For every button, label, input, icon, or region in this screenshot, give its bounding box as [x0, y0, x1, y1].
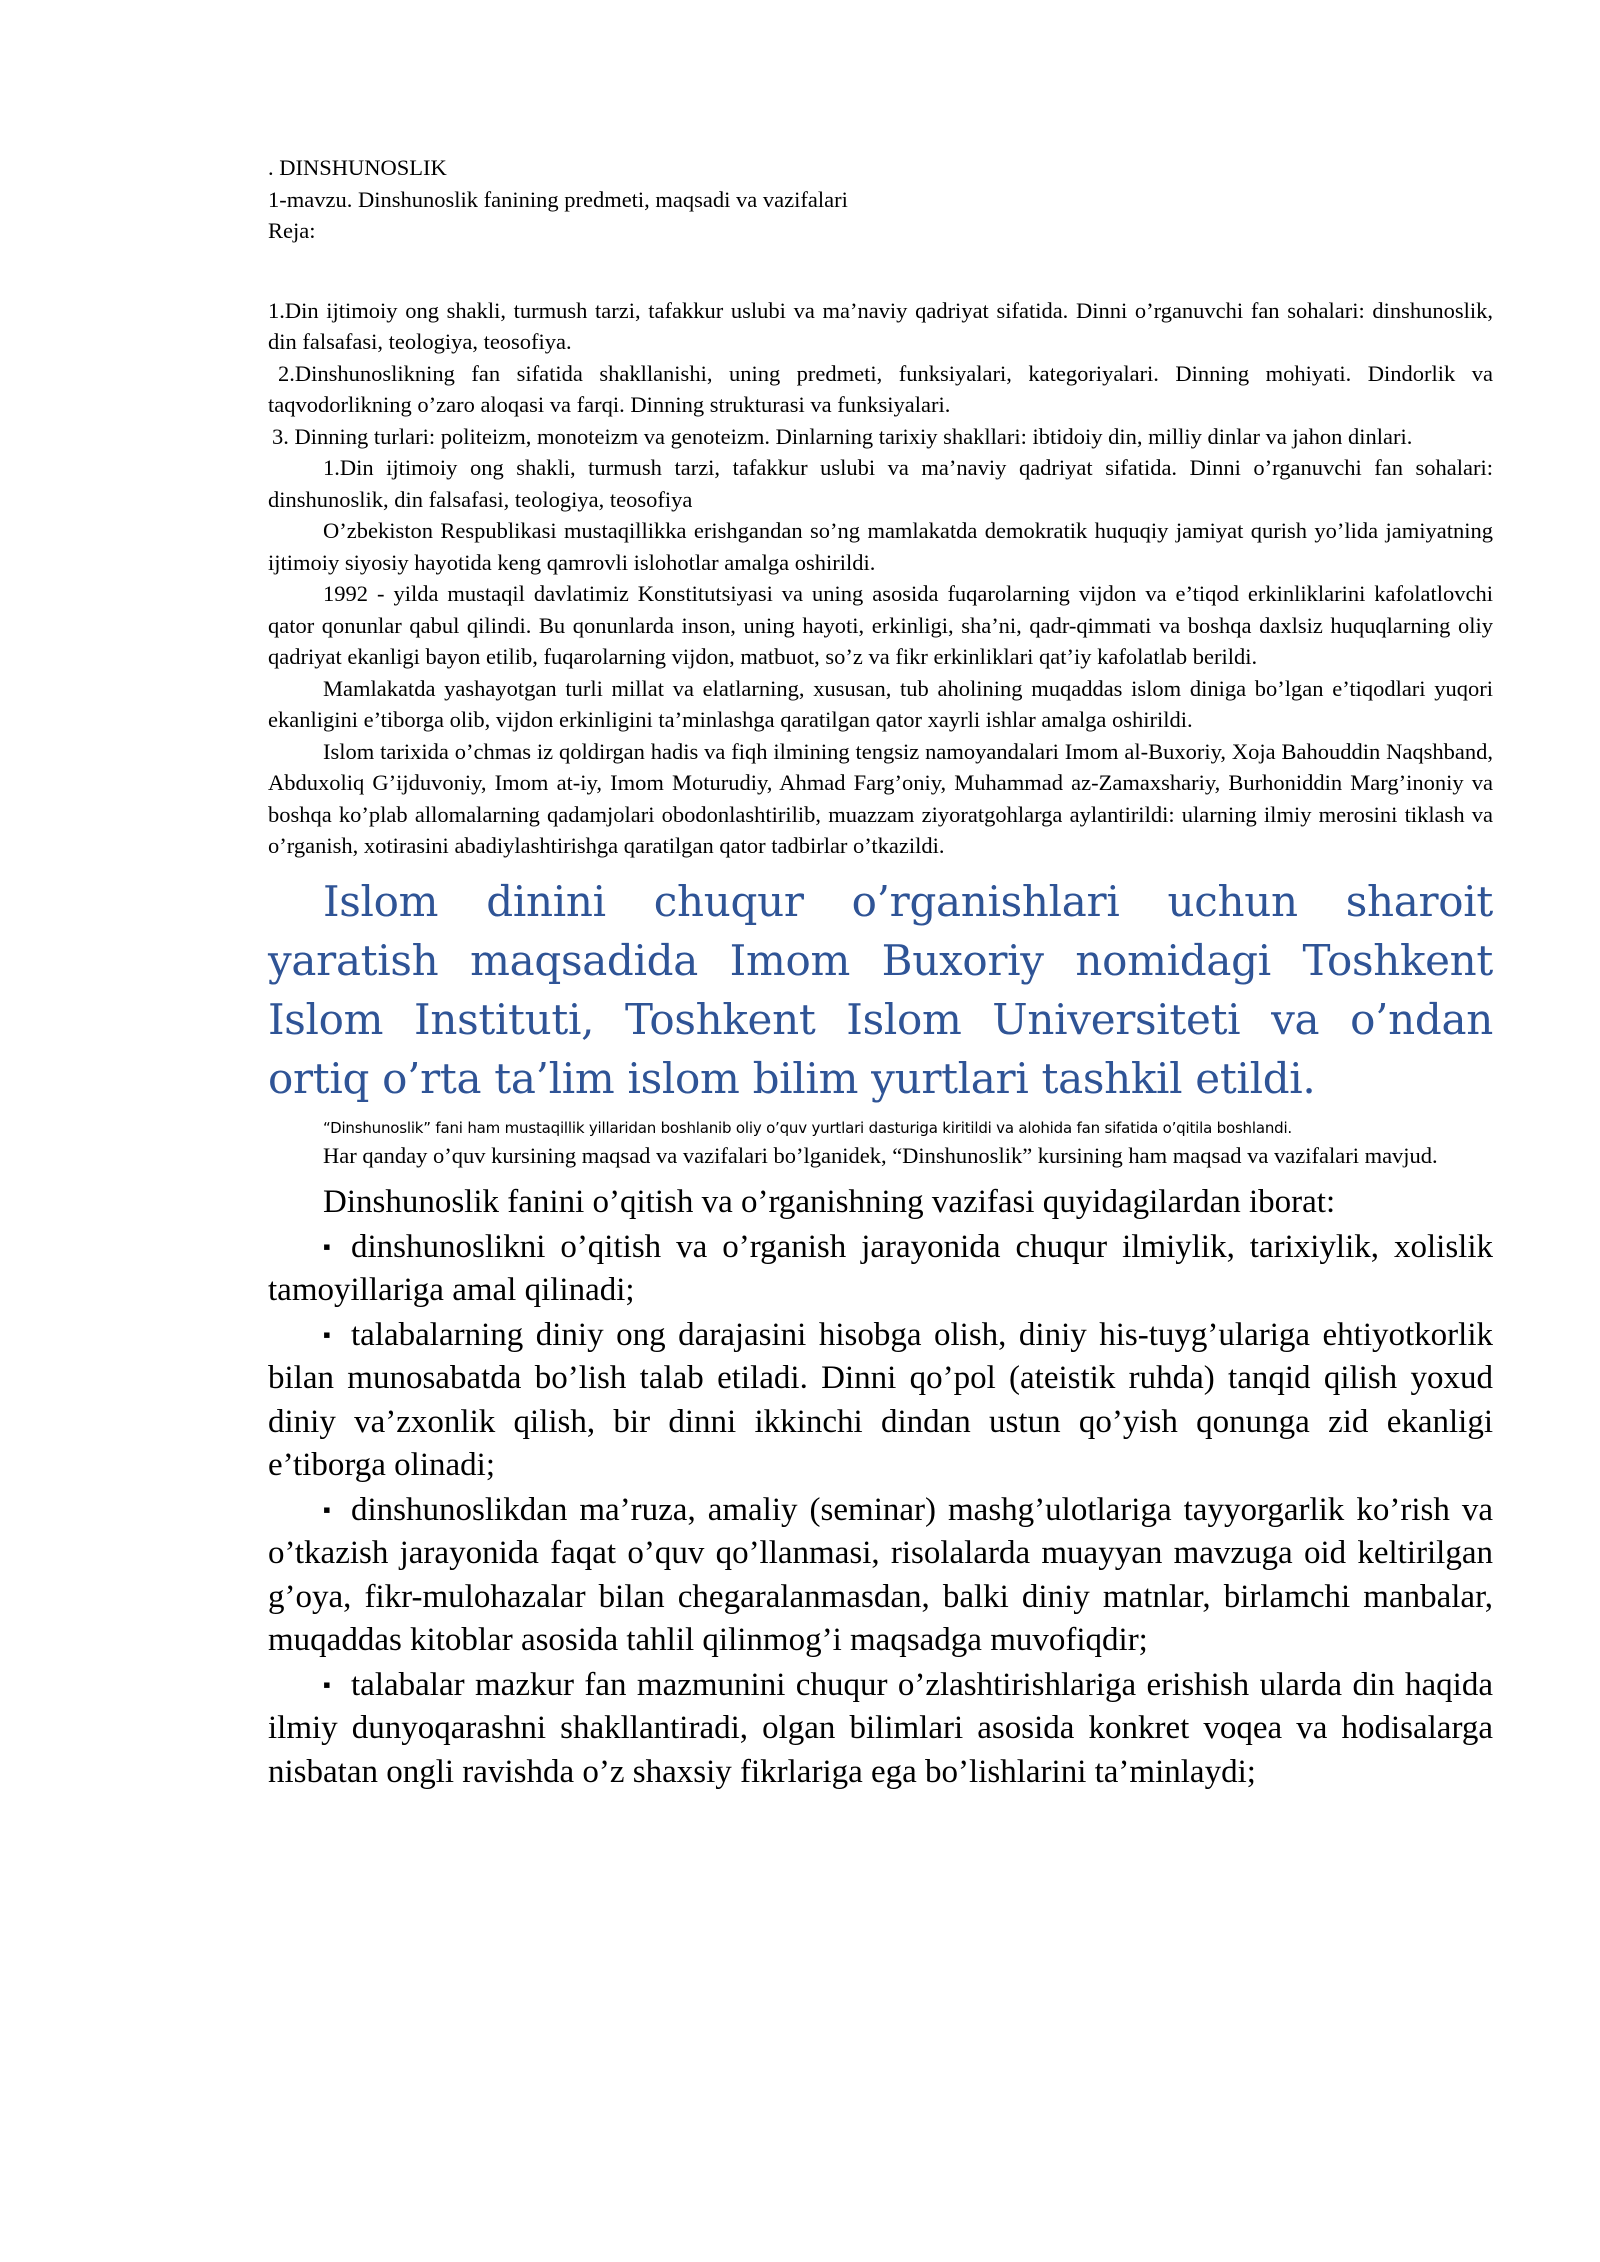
- plan-item: 1.Din ijtimoiy ong shakli, turmush tarzi, tafakkur uslubi va ma’naviy qadriyat sifatida. Dinni o’rganuvchi fan sohalari: dinshunoslik, din falsafasi, teologiya, teosofiya.: [268, 297, 1493, 354]
- plan-label: Reja:: [268, 218, 316, 243]
- topic-title: 1-mavzu. Dinshunoslik fanining predmeti, maqsadi va vazifalari: [268, 186, 848, 212]
- bullet-square-icon: ▪: [323, 1233, 331, 1259]
- document-body: [268, 152, 1493, 1794]
- note-line: “Dinshunoslik” fani ham mustaqillik yillaridan boshlanib oliy o’quv yurtlari dasturiga kiritildi va alohida fan sifatida o’qitila boshlandi.: [323, 1118, 1292, 1137]
- bullet-square-icon: ▪: [323, 1496, 331, 1522]
- section-heading: 1.Din ijtimoiy ong shakli, turmush tarzi, tafakkur uslubi va ma’naviy qadriyat sifatida. Dinni o’rganuvchi fan sohalari: dinshunoslik, din falsafasi, teologiya, teosofiya: [268, 455, 1493, 512]
- plan-item: 3. Dinning turlari: politeizm, monoteizm va genoteizm. Dinlarning tarixiy shakllari: ibtidoiy din, milliy dinlar va jahon dinlari.: [272, 423, 1413, 449]
- plan-item: 2.Dinshunoslikning fan sifatida shakllanishi, uning predmeti, funksiyalari, kategoriyalari. Dinning mohiyati. Dindorlik va taqvodorlikning o’zaro aloqasi va farqi. Dinning strukturasi va funksiyalari.: [268, 360, 1493, 417]
- task-text: talabalarning diniy ong darajasini hisobga olish, diniy his-tuyg’ulariga ehtiyotkorlik bilan munosabatda bo’lish talab etiladi. Dinni qo’pol (ateistik ruhda) tanqid qilish yoxud diniy va’zxonlik qilish, bir dinni ikkinchi dindan ustun qo’yish qonunga zid ekanligi e’tiborga olinadi;: [268, 1316, 1493, 1483]
- blank-line: [268, 247, 1493, 295]
- task-item: [268, 1663, 1493, 1795]
- task-text: talabalar mazkur fan mazmunini chuqur o’zlashtirishlariga erishish ularda din haqida ilmiy dunyoqarashni shakllantiradi, olgan bilimlari asosida konkret voqea va hodisalarga nisbatan ongli ravishda o’z shaxsiy fikrlariga ega bo’lishlarini ta’minlaydi;: [268, 1666, 1493, 1790]
- task-text: dinshunoslikdan ma’ruza, amaliy (seminar) mashg’ulotlariga tayyorgarlik ko’rish va o’tkazish jarayonida faqat o’quv qo’llanmasi, risolalarda muayyan mavzuga oid keltirilgan g’oya, fikr-mulohazalar bilan chegaralanmasdan, balki diniy matnlar, birlamchi manbalar, muqaddas kitoblar asosida tahlil qilinmog’i maqsadga muvofiqdir;: [268, 1491, 1493, 1658]
- document-title: . DINSHUNOSLIK: [268, 155, 447, 180]
- task-item: [268, 1225, 1493, 1313]
- paragraph: Islom tarixida o’chmas iz qoldirgan hadis va fiqh ilmining tengsiz namoyandalari Imom al-Buxoriy, Xoja Bahouddin Naqshband, Abduxoliq G’ijduvoniy, Imom at-iy, Imom Moturudiy, Ahmad Farg’oniy, Muhammad az-Zamaxshariy, Burhoniddin Marg’inoniy va boshqa ko’plab allomalarning qadamjolari obodonlashtirilib, muazzam ziyoratgohlarga aylantirildi: ularning ilmiy merosini tiklash va o’rganish, xotirasini abadiylashtirishga qaratilgan qator tadbirlar o’tkazildi.: [268, 738, 1493, 858]
- goal-block: [268, 1140, 1493, 1172]
- bullet-square-icon: ▪: [323, 1671, 331, 1697]
- bullet-square-icon: ▪: [323, 1321, 331, 1347]
- goal-paragraph: Har qanday o’quv kursining maqsad va vazifalari bo’lganidek, “Dinshunoslik” kursining ham maqsad va vazifalari mavjud.: [323, 1142, 1438, 1168]
- tasks-block: [268, 1181, 1493, 1794]
- task-item: [268, 1488, 1493, 1663]
- plan-list: [268, 295, 1493, 862]
- tasks-intro: Dinshunoslik fanini o’qitish va o’rganishning vazifasi quyidagilardan iborat:: [323, 1184, 1336, 1220]
- paragraph: 1992 - yilda mustaqil davlatimiz Konstitutsiyasi va uning asosida fuqarolarning vijdon va e’tiqod erkinliklarini kafolatlovchi qator qonunlar qabul qilindi. Bu qonunlarda inson, uning hayoti, erkinligi, sha’ni, qadr-qimmati va boshqa daxlsiz huquqlarning oliy qadriyat ekanligi bayon etilib, fuqarolarning vijdon, matbuot, so’z va fikr erkinliklari qat’iy kafolatlab berildi.: [268, 581, 1493, 669]
- paragraph: Mamlakatda yashayotgan turli millat va elatlarning, xususan, tub aholining muqaddas islom diniga bo’lgan e’tiqodlari yuqori ekanligini e’tiborga olib, vijdon erkinligini ta’minlashga qaratilgan qator xayrli ishlar amalga oshirildi.: [268, 675, 1493, 732]
- task-item: [268, 1313, 1493, 1488]
- task-text: dinshunoslikni o’qitish va o’rganish jarayonida chuqur ilmiylik, tarixiylik, xolislik tamoyillariga amal qilinadi;: [268, 1228, 1493, 1308]
- paragraph: O’zbekiston Respublikasi mustaqillikka erishgandan so’ng mamlakatda demokratik huquqiy jamiyat qurish yo’lida jamiyatning ijtimoiy siyosiy hayotida keng qamrovli islohotlar amalga oshirildi.: [268, 518, 1493, 575]
- highlight-paragraph: Islom dinini chuqur o’rganishlari uchun sharoit yaratish maqsadida Imom Buxoriy nomidagi Toshkent Islom Instituti, Toshkent Islom Universiteti va o’ndan ortiq o’rta ta’lim islom bilim yurtlari tashkil etildi.: [268, 876, 1493, 1103]
- header-block: [268, 152, 1493, 247]
